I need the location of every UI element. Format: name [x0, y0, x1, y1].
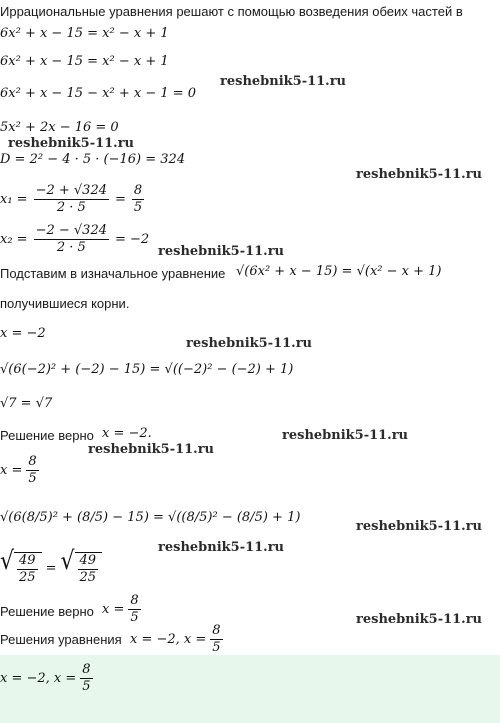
discriminant: D = 2² − 4 · 5 · (−16) = 324 [0, 152, 186, 167]
watermark: reshebnik5-11.ru [356, 167, 483, 182]
equation-line-1: 6x² + x − 15 = x² − x + 1 [0, 26, 169, 41]
check-minus-two-result: √7 = √7 [0, 396, 53, 411]
watermark: reshebnik5-11.ru [158, 540, 285, 555]
final-answer: x = −2, x = $\frac{8}{5}$ [0, 662, 91, 694]
check-minus-two: √(6(−2)² + (−2) − 15) = √((−2)² − (−2) + 1) [0, 362, 294, 377]
equation-line-4: 5x² + 2x − 16 = 0 [0, 120, 119, 135]
solutions-text: Решения уравнения [0, 632, 122, 647]
root-x2 [0, 224, 149, 255]
watermark: reshebnik5-11.ru [356, 519, 483, 534]
watermark: reshebnik5-11.ru [158, 244, 285, 259]
x1-label: x₁ = [0, 192, 28, 207]
watermark: reshebnik5-11.ru [282, 428, 409, 443]
equation-line-2: 6x² + x − 15 = x² − x + 1 [0, 54, 169, 69]
check-eight-fifths-result: √ $\frac{49}{25}$ = √ $\frac{49}{25}$ [0, 552, 102, 585]
x2-label: x₂ = [0, 232, 28, 247]
watermark: reshebnik5-11.ru [186, 336, 313, 351]
x-eight-fifths: x = $\frac{8}{5}$ [0, 454, 37, 486]
root-x1: x₁ = $\frac{-2 + √324}{2 \cdot 5}$ = $\frac{8}{5}$ [0, 183, 143, 215]
intro-text: Иррациональные уравнения решают с помощью возведения обеих частей в [0, 4, 463, 19]
x1-value: $\frac{8}{5}$ [133, 183, 143, 215]
x2-value: = −2 [115, 232, 150, 247]
correct-value-1: x = −2. [102, 426, 152, 441]
x2-fraction: $\frac{-2 - √324}{2 \cdot 5}$ [35, 223, 107, 255]
substitute-equation: √(6x² + x − 15) = √(x² − x + 1) [236, 264, 442, 279]
watermark: reshebnik5-11.ru [8, 136, 135, 151]
correct-text-2: Решение верно [0, 604, 94, 619]
substitute-tail: получившиеся корни. [0, 296, 130, 311]
equation-line-3: 6x² + x − 15 − x² + x − 1 = 0 [0, 86, 197, 101]
correct-value-2: x = $\frac{8}{5}$ [102, 593, 139, 625]
x1-fraction: $\frac{-2 + √324}{2 \cdot 5}$ [35, 183, 107, 215]
correct-text-1: Решение верно [0, 428, 94, 443]
substitute-text: Подставим в изначальное уравнение [0, 266, 226, 281]
watermark: reshebnik5-11.ru [88, 442, 215, 457]
watermark: reshebnik5-11.ru [220, 74, 347, 89]
final-answer-box [0, 655, 500, 723]
watermark: reshebnik5-11.ru [356, 612, 483, 627]
check-eight-fifths: √(6(8/5)² + (8/5) − 15) = √((8/5)² − (8/5) + 1) [0, 510, 301, 525]
solutions-values: x = −2, x = $\frac{8}{5}$ [130, 623, 221, 655]
x-minus-two: x = −2 [0, 326, 46, 341]
